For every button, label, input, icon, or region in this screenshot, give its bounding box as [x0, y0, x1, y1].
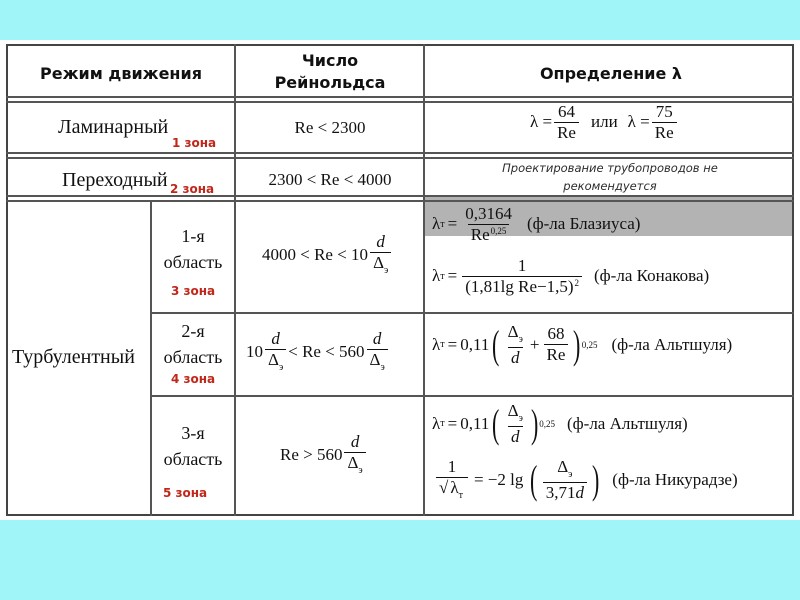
lambda-symbol: λ =: [530, 112, 553, 132]
formula-name: (ф-ла Никурадзе): [612, 469, 738, 489]
column-divider: [423, 44, 425, 516]
delta-symbol: Δ: [268, 349, 279, 369]
header-reynolds: Число Рейнольдса: [274, 51, 386, 92]
altshul-formula: λ т = 0,11 ( $\frac{\Delta_э}{d}$ + $\frac{68}{Re}$ ) 0,25 (ф-ла Альтшуля): [432, 321, 733, 367]
not-recommended-note: Проектирование трубопроводов не рекомендуется: [502, 161, 718, 193]
fraction-numerator: d: [372, 329, 382, 348]
formula-rhs: = −2 lg: [473, 469, 524, 489]
fraction-denominator: d: [508, 347, 523, 367]
fraction-denominator: d: [575, 482, 584, 502]
lambda-symbol: λ: [450, 477, 459, 497]
subscript: т: [440, 418, 445, 430]
fraction-denominator: d: [508, 426, 523, 446]
area-1-condition: [262, 233, 393, 276]
zone-label: 3 зона: [171, 284, 216, 298]
lambda-symbol: λ: [432, 266, 441, 286]
zone-label: 1 зона: [172, 136, 217, 150]
area-2-name: 2-я область: [163, 321, 223, 367]
formula-name: (ф-ла Альтшуля): [566, 413, 688, 433]
coefficient: 0,11: [460, 413, 490, 433]
zone-label: 5 зона: [163, 486, 208, 500]
subscript: э: [380, 361, 385, 373]
exponent: 0,25: [490, 225, 507, 236]
condition-text: 10: [246, 341, 263, 361]
condition-text: Re > 560: [280, 444, 343, 464]
area-2-condition: [246, 330, 390, 373]
fraction-denominator: 3,71: [545, 482, 576, 502]
fraction-denominator: Re: [544, 344, 569, 364]
condition-text: 4000 < Re < 10: [262, 244, 369, 264]
fraction-numerator: d: [271, 329, 280, 348]
column-divider: [234, 44, 236, 516]
fraction-numerator: 1: [447, 457, 457, 476]
subscript: э: [518, 413, 523, 424]
subscript: т: [440, 339, 445, 351]
subscript: э: [518, 334, 523, 345]
fraction-numerator: 64: [558, 102, 576, 121]
delta-symbol: Δ: [369, 349, 381, 369]
nikuradze-formula: $\frac{1}{√ \lambda_т}$ = −2 lg ( $\frac{\Delta_э}{3,71d}$ ) (ф-ла Никурадзе): [434, 458, 738, 501]
altshul-formula-2: λ т = 0,11 ( $\frac{\Delta_э}{d}$ ) 0,25 (ф-ла Альтшуля): [432, 400, 688, 446]
header-lambda: Определение λ: [539, 64, 683, 83]
delta-symbol: Δ: [507, 401, 519, 420]
subscript: э: [358, 464, 363, 476]
formula-name: (ф-ла Блазиуса): [526, 214, 641, 234]
subscript: т: [440, 270, 445, 282]
exponent: 0,25: [539, 418, 555, 429]
row-divider: [6, 200, 794, 202]
row-divider: [6, 96, 794, 98]
row-divider: [150, 312, 794, 314]
area-3-condition: [280, 433, 368, 476]
or-word: или: [590, 112, 618, 132]
lambda-symbol: λ: [432, 334, 441, 354]
lambda-symbol: λ: [432, 214, 441, 234]
fraction-denominator: (1,81lg Re−1,5): [465, 276, 574, 296]
row-divider: [6, 195, 794, 197]
delta-symbol: Δ: [507, 322, 519, 341]
subscript: э: [384, 264, 389, 276]
fraction-numerator: 68: [547, 324, 565, 344]
header-regime: Режим движения: [40, 64, 202, 83]
zone-label: 2 зона: [170, 182, 215, 196]
transitional-condition: 2300 < Re < 4000: [268, 170, 392, 189]
fraction-denominator: Re: [554, 122, 579, 142]
laminar-formula: [530, 103, 679, 142]
formula-name: (ф-ла Конакова): [594, 266, 710, 286]
subscript: т: [458, 489, 463, 501]
fraction-denominator: Re: [652, 122, 677, 142]
row-divider: [6, 152, 794, 154]
delta-symbol: Δ: [373, 252, 384, 272]
konakov-formula: λ т = $\frac{1}{(1,81\lg Re-1,5)^2}$ (ф-ла Конакова): [432, 256, 710, 296]
blasius-formula: λ т = $\frac{0,3164}{Re^{0,25}}$ (ф-ла Блазиуса): [432, 204, 641, 244]
formula-name: (ф-ла Альтшуля): [611, 334, 733, 354]
laminar-condition: Re < 2300: [294, 118, 366, 137]
plus-sign: +: [529, 334, 540, 354]
regime-turbulent: Турбулентный: [12, 346, 135, 368]
subscript: э: [568, 469, 573, 480]
exponent: 2: [574, 277, 579, 288]
delta-symbol: Δ: [347, 452, 359, 472]
fraction-numerator: 75: [655, 102, 673, 121]
fraction-numerator: d: [376, 232, 385, 251]
exponent: 0,25: [581, 339, 598, 350]
area-1-name: 1-я область: [163, 226, 223, 272]
lambda-symbol: λ =: [627, 112, 650, 132]
regime-transitional: Переходный: [62, 169, 168, 191]
area-3-name: 3-я область: [163, 423, 223, 469]
fraction-denominator: Re: [470, 224, 490, 244]
subscript: т: [440, 218, 445, 230]
condition-text: < Re < 560: [288, 341, 365, 361]
lambda-symbol: λ: [432, 413, 441, 433]
coefficient: 0,11: [460, 334, 490, 354]
regime-laminar: Ламинарный: [58, 116, 169, 138]
fraction-numerator: 0,3164: [465, 204, 512, 223]
subscript: э: [278, 361, 284, 373]
reference-table-sheet: [0, 40, 800, 520]
fraction-numerator: 1: [517, 256, 527, 275]
delta-symbol: Δ: [557, 457, 569, 476]
row-divider: [150, 395, 794, 397]
fraction-numerator: d: [350, 432, 360, 451]
zone-label: 4 зона: [171, 372, 216, 386]
